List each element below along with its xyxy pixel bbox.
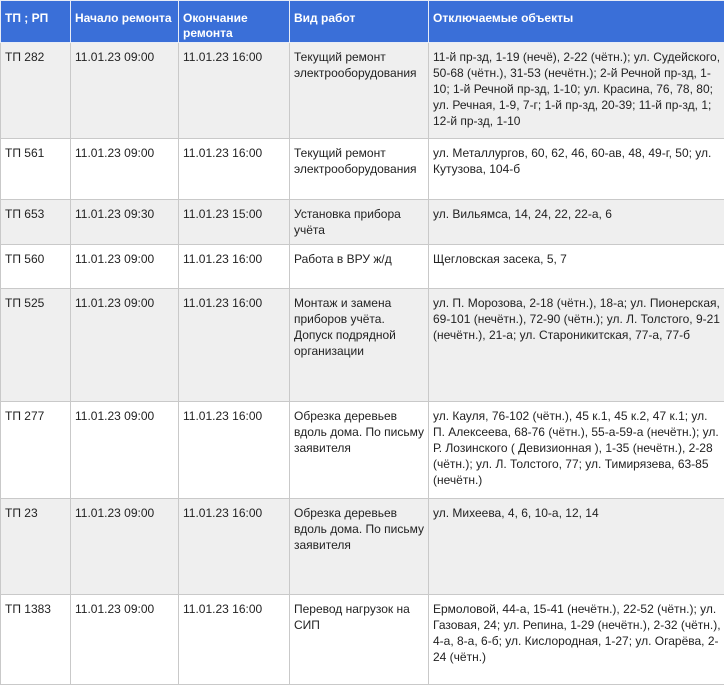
cell-start: 11.01.23 09:00 xyxy=(71,595,179,685)
cell-work: Работа в ВРУ ж/д xyxy=(290,245,429,289)
cell-tp: ТП 23 xyxy=(1,499,71,595)
cell-end: 11.01.23 16:00 xyxy=(179,139,290,200)
cell-end: 11.01.23 15:00 xyxy=(179,200,290,245)
cell-work: Текущий ремонт электрооборудования xyxy=(290,43,429,139)
table-row xyxy=(1,595,724,685)
cell-tp: ТП 560 xyxy=(1,245,71,289)
cell-work: Текущий ремонт электрооборудования xyxy=(290,139,429,200)
cell-tp: ТП 561 xyxy=(1,139,71,200)
cell-objects: 11-й пр-зд, 1-19 (нечё), 2-22 (чётн.); ул. Судейского, 50-68 (чётн.), 31-53 (нечётн.); 2-й Речной пр-зд, 1-10; 1-й Речной пр-зд, 1-10; ул. Красина, 76, 78, 80; ул. Речная, 1-9, 7-г; 1-й пр-зд, 20-39; 11-й пр-зд, 1; 12-й пр-зд, 1-10 xyxy=(429,43,724,139)
cell-work: Установка прибора учёта xyxy=(290,200,429,245)
cell-objects: ул. Вильямса, 14, 24, 22, 22-а, 6 xyxy=(429,200,724,245)
cell-tp: ТП 525 xyxy=(1,289,71,402)
cell-objects: ул. Металлургов, 60, 62, 46, 60-ав, 48, 49-г, 50; ул. Кутузова, 104-б xyxy=(429,139,724,200)
table-row xyxy=(1,245,724,289)
cell-start: 11.01.23 09:00 xyxy=(71,245,179,289)
cell-end: 11.01.23 16:00 xyxy=(179,289,290,402)
cell-work: Монтаж и замена приборов учёта. Допуск подрядной организации xyxy=(290,289,429,402)
cell-tp: ТП 282 xyxy=(1,43,71,139)
cell-objects: ул. П. Морозова, 2-18 (чётн.), 18-а; ул. Пионерская, 69-101 (нечётн.), 72-90 (чётн.); ул. Л. Толстого, 9-21 (нечётн.), 21-а; ул. Староникитская, 77-а, 77-б xyxy=(429,289,724,402)
header-end: Окончание ремонта xyxy=(179,1,290,43)
cell-tp: ТП 653 xyxy=(1,200,71,245)
cell-objects: ул. Кауля, 76-102 (чётн.), 45 к.1, 45 к.2, 47 к.1; ул. П. Алексеева, 68-76 (чётн.), 55-а-59-а (нечётн.); ул. Р. Лозинского ( Девизионная ), 1-35 (нечётн.), 2-28 (чётн.); ул. Л. Толстого, 77; ул. Тимирязева, 63-85 (нечётн.) xyxy=(429,402,724,499)
cell-start: 11.01.23 09:00 xyxy=(71,43,179,139)
cell-work: Перевод нагрузок на СИП xyxy=(290,595,429,685)
cell-end: 11.01.23 16:00 xyxy=(179,595,290,685)
cell-objects: Щегловская засека, 5, 7 xyxy=(429,245,724,289)
table-row xyxy=(1,289,724,402)
cell-start: 11.01.23 09:00 xyxy=(71,289,179,402)
cell-start: 11.01.23 09:00 xyxy=(71,402,179,499)
cell-end: 11.01.23 16:00 xyxy=(179,245,290,289)
cell-end: 11.01.23 16:00 xyxy=(179,43,290,139)
header-work: Вид работ xyxy=(290,1,429,43)
table-row xyxy=(1,43,724,139)
cell-tp: ТП 277 xyxy=(1,402,71,499)
header-tp: ТП ; РП xyxy=(1,1,71,43)
table-row xyxy=(1,402,724,499)
header-start: Начало ремонта xyxy=(71,1,179,43)
cell-work: Обрезка деревьев вдоль дома. По письму заявителя xyxy=(290,402,429,499)
table-row xyxy=(1,200,724,245)
cell-start: 11.01.23 09:30 xyxy=(71,200,179,245)
cell-objects: ул. Михеева, 4, 6, 10-а, 12, 14 xyxy=(429,499,724,595)
cell-end: 11.01.23 16:00 xyxy=(179,402,290,499)
cell-objects: Ермоловой, 44-а, 15-41 (нечётн.), 22-52 (чётн.); ул. Газовая, 24; ул. Репина, 1-29 (нечётн.), 2-32 (чётн.), 4-а, 8-а, 6-б; ул. Кислородная, 1-27; ул. Огарёва, 2-24 (чётн.) xyxy=(429,595,724,685)
table-row xyxy=(1,499,724,595)
cell-start: 11.01.23 09:00 xyxy=(71,499,179,595)
cell-start: 11.01.23 09:00 xyxy=(71,139,179,200)
cell-tp: ТП 1383 xyxy=(1,595,71,685)
table-row xyxy=(1,139,724,200)
header-objects: Отключаемые объекты xyxy=(429,1,724,43)
header-row xyxy=(1,1,724,43)
cell-work: Обрезка деревьев вдоль дома. По письму заявителя xyxy=(290,499,429,595)
cell-end: 11.01.23 16:00 xyxy=(179,499,290,595)
